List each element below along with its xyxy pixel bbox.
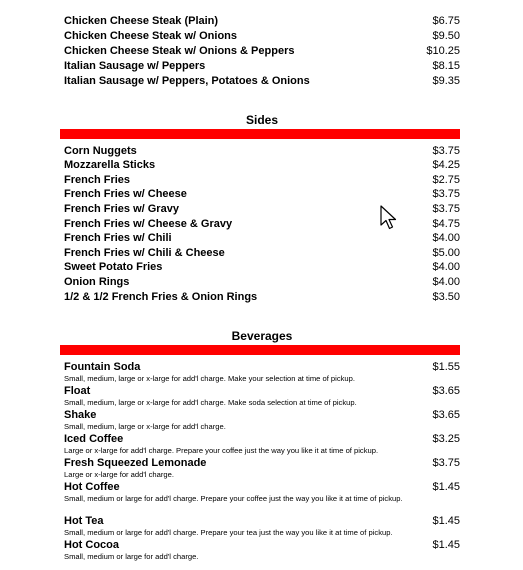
item-description: Small, medium, large or x-large for add'l charge. [64,422,226,431]
item-name: 1/2 & 1/2 French Fries & Onion Rings [64,291,258,303]
item-price: $3.65 [432,385,460,397]
sides-divider [60,129,460,139]
item-name: Mozzarella Sticks [64,159,156,171]
item-name: Sweet Potato Fries [64,261,163,273]
item-price: $1.45 [432,481,460,493]
item-name: French Fries w/ Cheese & Gravy [64,218,233,230]
item-price: $2.75 [432,174,460,186]
item-price: $4.00 [432,276,460,288]
item-price: $3.25 [432,433,460,445]
item-name: French Fries w/ Cheese [64,188,187,200]
item-name: Float [64,385,91,397]
item-name: Fresh Squeezed Lemonade [64,457,207,469]
item-description: Small, medium, large or x-large for add'l charge. Make your selection at time of pickup. [64,374,355,383]
item-name: Hot Cocoa [64,539,119,551]
item-description: Small, medium, large or x-large for add'l charge. Make soda selection at time of pickup. [64,398,357,407]
item-name: Corn Nuggets [64,145,137,157]
item-price: $1.45 [432,539,460,551]
item-name: Iced Coffee [64,433,124,445]
item-price: $1.45 [432,515,460,527]
item-description: Small, medium or large for add'l charge. Prepare your tea just the way you like it at time of pickup. [64,528,393,537]
item-name: Chicken Cheese Steak w/ Onions [64,30,238,42]
item-price: $3.65 [432,409,460,421]
item-name: Shake [64,409,97,421]
sides-heading: Sides [245,113,278,127]
item-description: Small, medium or large for add'l charge. [64,552,199,561]
item-name: Onion Rings [64,276,130,288]
item-price: $6.75 [432,15,460,27]
item-price: $9.50 [432,30,460,42]
item-description: Small, medium or large for add'l charge. Prepare your coffee just the way you like it at time of pickup. [64,494,403,503]
item-name: Chicken Cheese Steak (Plain) [64,15,219,27]
item-name: French Fries w/ Chili [64,232,172,244]
mouse-pointer-icon [380,205,398,231]
item-name: French Fries w/ Gravy [64,203,179,215]
item-price: $4.25 [432,159,460,171]
item-price: $4.00 [432,232,460,244]
item-price: $9.35 [432,75,460,87]
item-description: Large or x-large for add'l charge. [64,470,174,479]
item-description: Large or x-large for add'l charge. Prepare your coffee just the way you like it at time of pickup. [64,446,379,455]
item-name: Hot Coffee [64,481,120,493]
beverages-divider [60,345,460,355]
item-price: $3.75 [432,457,460,469]
item-price: $3.75 [432,145,460,157]
item-price: $4.75 [432,218,460,230]
item-name: Hot Tea [64,515,104,527]
item-price: $10.25 [426,45,460,57]
item-price: $3.50 [432,291,460,303]
item-price: $3.75 [432,203,460,215]
item-price: $1.55 [432,361,460,373]
item-price: $3.75 [432,188,460,200]
beverages-heading: Beverages [231,329,293,343]
item-name: Italian Sausage w/ Peppers [64,60,206,72]
item-name: Chicken Cheese Steak w/ Onions & Peppers [64,45,295,57]
item-price: $5.00 [432,247,460,259]
item-name: Italian Sausage w/ Peppers, Potatoes & Onions [64,75,310,87]
item-name: Fountain Soda [64,361,141,373]
item-price: $4.00 [432,261,460,273]
item-name: French Fries [64,174,131,186]
item-name: French Fries w/ Chili & Cheese [64,247,225,259]
item-price: $8.15 [432,60,460,72]
